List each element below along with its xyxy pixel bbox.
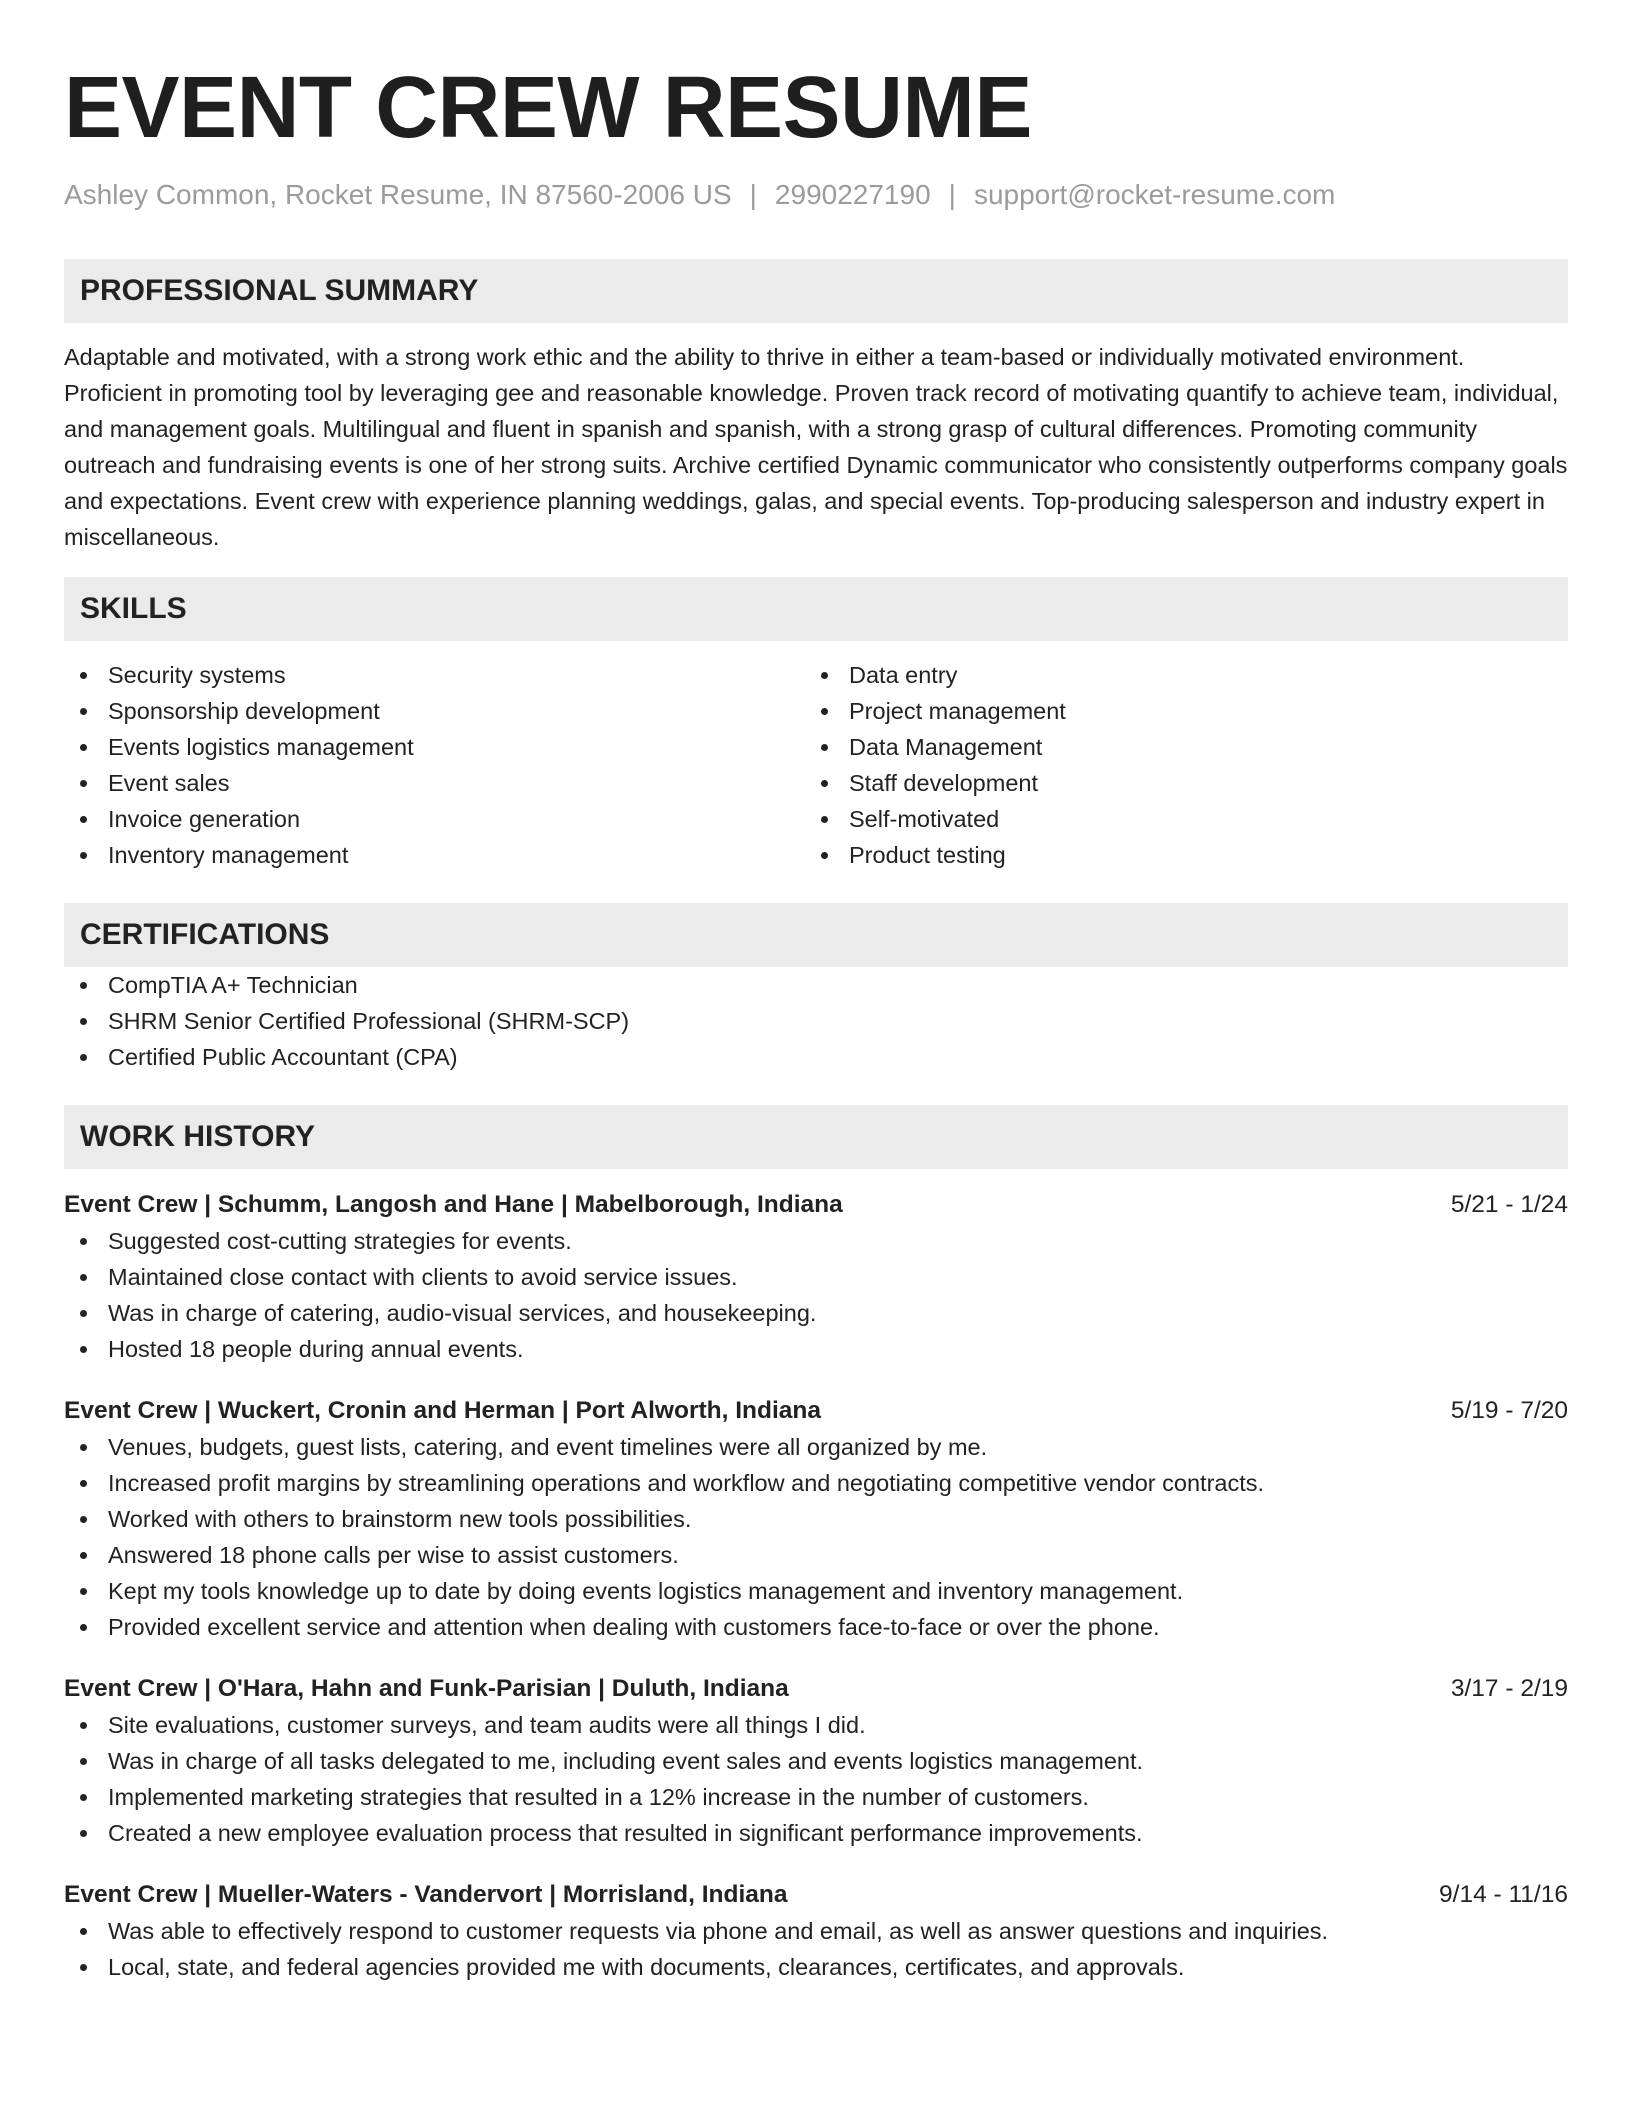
skill-item: Data entry	[805, 657, 1546, 693]
contact-phone: 2990227190	[774, 179, 931, 210]
job-bullet: Local, state, and federal agencies provided me with documents, clearances, certificates, and approvals.	[64, 1949, 1568, 1985]
certification-item: SHRM Senior Certified Professional (SHRM-SCP)	[64, 1003, 1568, 1039]
job-bullet: Answered 18 phone calls per wise to assist customers.	[64, 1537, 1568, 1573]
job-title: Event Crew | O'Hara, Hahn and Funk-Parisian | Duluth, Indiana	[64, 1675, 789, 1702]
job-bullets	[64, 1913, 1568, 1985]
job-bullet: Suggested cost-cutting strategies for events.	[64, 1223, 1568, 1259]
job-bullet: Hosted 18 people during annual events.	[64, 1331, 1568, 1367]
skills-column-right	[805, 657, 1546, 873]
job-dates: 5/19 - 7/20	[1450, 1397, 1568, 1424]
contact-line	[64, 179, 1568, 211]
job-entry	[64, 1671, 1568, 1851]
job-bullets	[64, 1223, 1568, 1367]
skill-item: Sponsorship development	[64, 693, 805, 729]
job-dates: 3/17 - 2/19	[1450, 1675, 1568, 1702]
skill-item: Inventory management	[64, 837, 805, 873]
job-bullets	[64, 1429, 1568, 1645]
summary-heading: PROFESSIONAL SUMMARY	[64, 259, 1568, 323]
job-bullet: Was in charge of catering, audio-visual services, and housekeeping.	[64, 1295, 1568, 1331]
job-bullet: Maintained close contact with clients to avoid service issues.	[64, 1259, 1568, 1295]
job-bullet: Kept my tools knowledge up to date by doing events logistics management and inventory management.	[64, 1573, 1568, 1609]
job-bullet: Provided excellent service and attention when dealing with customers face-to-face or over the phone.	[64, 1609, 1568, 1645]
job-bullet: Created a new employee evaluation process that resulted in significant performance improvements.	[64, 1815, 1568, 1851]
skill-item: Events logistics management	[64, 729, 805, 765]
contact-separator: |	[948, 179, 956, 210]
skills-heading: SKILLS	[64, 577, 1568, 641]
skills-list-right	[805, 657, 1546, 873]
contact-separator: |	[749, 179, 757, 210]
job-dates: 9/14 - 11/16	[1439, 1881, 1568, 1908]
summary-text: Adaptable and motivated, with a strong work ethic and the ability to thrive in either a team-based or individually motivated environment. Proficient in promoting tool by leveraging gee and reasonable knowledge. Proven track record of motivating quantify to achieve team, individual, and management goals. Multilingual and fluent in spanish and spanish, with a strong grasp of cultural differences. Promoting community outreach and fundraising events is one of her strong suits. Archive certified Dynamic communicator who consistently outperforms company goals and expectations. Event crew with experience planning weddings, galas, and special events. Top-producing salesperson and industry expert in miscellaneous.	[64, 344, 1568, 550]
skills-grid	[64, 657, 1568, 873]
skill-item: Product testing	[805, 837, 1546, 873]
job-bullet: Venues, budgets, guest lists, catering, and event timelines were all organized by me.	[64, 1429, 1568, 1465]
skill-item: Project management	[805, 693, 1546, 729]
skill-item: Staff development	[805, 765, 1546, 801]
certification-item: Certified Public Accountant (CPA)	[64, 1039, 1568, 1075]
certifications-heading: CERTIFICATIONS	[64, 903, 1568, 967]
job-title: Event Crew | Mueller-Waters - Vandervort | Morrisland, Indiana	[64, 1881, 788, 1908]
job-header	[64, 1877, 1568, 1913]
skill-item: Security systems	[64, 657, 805, 693]
contact-address: Ashley Common, Rocket Resume, IN 87560-2006 US	[64, 179, 732, 210]
certifications-list	[64, 967, 1568, 1075]
job-bullet: Site evaluations, customer surveys, and team audits were all things I did.	[64, 1707, 1568, 1743]
job-bullet: Worked with others to brainstorm new tools possibilities.	[64, 1501, 1568, 1537]
job-header	[64, 1671, 1568, 1707]
work-history-heading: WORK HISTORY	[64, 1105, 1568, 1169]
job-title: Event Crew | Schumm, Langosh and Hane | Mabelborough, Indiana	[64, 1191, 843, 1218]
job-bullet: Was able to effectively respond to customer requests via phone and email, as well as answer questions and inquiries.	[64, 1913, 1568, 1949]
contact-email: support@rocket-resume.com	[973, 179, 1336, 210]
skill-item: Invoice generation	[64, 801, 805, 837]
job-title: Event Crew | Wuckert, Cronin and Herman | Port Alworth, Indiana	[64, 1397, 821, 1424]
skills-list-left	[64, 657, 805, 873]
skills-column-left	[64, 657, 805, 873]
job-entry	[64, 1877, 1568, 1985]
job-bullet: Increased profit margins by streamlining operations and workflow and negotiating competitive vendor contracts.	[64, 1465, 1568, 1501]
skill-item: Data Management	[805, 729, 1546, 765]
job-bullet: Implemented marketing strategies that resulted in a 12% increase in the number of customers.	[64, 1779, 1568, 1815]
skill-item: Event sales	[64, 765, 805, 801]
job-entry	[64, 1393, 1568, 1645]
job-header	[64, 1393, 1568, 1429]
certification-item: CompTIA A+ Technician	[64, 967, 1568, 1003]
job-dates: 5/21 - 1/24	[1450, 1191, 1568, 1218]
job-bullets	[64, 1707, 1568, 1851]
resume-title: EVENT CREW RESUME	[64, 59, 1032, 156]
job-header	[64, 1187, 1568, 1223]
job-entry	[64, 1187, 1568, 1367]
skill-item: Self-motivated	[805, 801, 1546, 837]
job-bullet: Was in charge of all tasks delegated to me, including event sales and events logistics management.	[64, 1743, 1568, 1779]
